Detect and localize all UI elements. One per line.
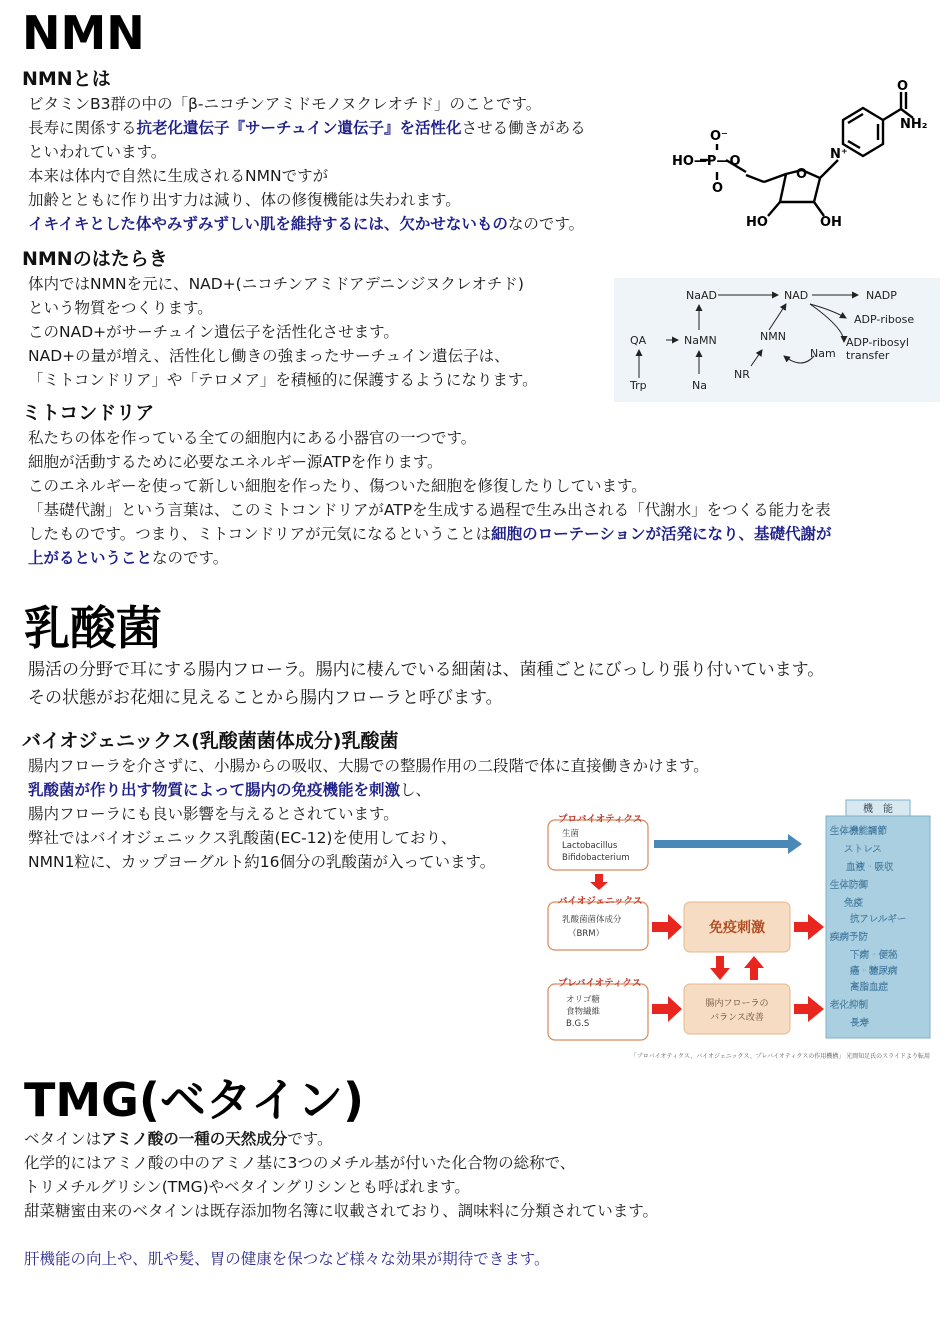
ho-p-label: HO—P—O	[672, 154, 741, 169]
highlight-text: 乳酸菌が作り出す物質によって腸内の免疫機能を刺激	[28, 781, 401, 799]
lactic-intro	[28, 656, 824, 712]
highlight-text: 細胞のローテーションが活発になり、基礎代謝が	[491, 525, 832, 543]
text-span: ベタインは	[24, 1130, 102, 1148]
biogenics-label: バイオジェニックス	[558, 896, 643, 907]
o-top-label: O	[897, 79, 909, 94]
prebiotics-item: オリゴ糖	[566, 995, 600, 1005]
tmg-benefit: 肝機能の向上や、肌や髪、胃の健康を保つなど様々な効果が期待できます。	[24, 1250, 550, 1268]
text-line: という物質をつくります。	[28, 299, 213, 317]
text-span: 長寿に関係する	[28, 119, 137, 137]
biotics-mechanism-diagram	[544, 798, 940, 1064]
function-item: 高脂血症	[850, 982, 889, 993]
function-item: 抗アレルギー	[850, 914, 907, 925]
text-line: 加齢とともに作り出す力は減り、体の修復機能は失われます。	[28, 191, 461, 209]
red-arrow-down	[590, 874, 608, 890]
text-line: 「ミトコンドリア」や「テロメア」を積極的に保護するようになります。	[28, 371, 538, 389]
tmg-title: TMG(ベタイン)	[24, 1073, 365, 1127]
pathway-namn: NaMN	[684, 334, 717, 347]
red-arrow-right	[652, 914, 682, 940]
text-line: NAD+の量が増え、活性化し働きの強まったサーチュイン遺伝子は、	[28, 347, 510, 365]
red-arrow-right	[794, 996, 824, 1022]
text-line	[28, 546, 832, 570]
function-item: 癌・糖尿病	[850, 966, 898, 977]
pathway-naad: NaAD	[686, 289, 717, 302]
pathway-trp: Trp	[630, 379, 647, 392]
pathway-nad: NAD	[784, 289, 809, 302]
text-line	[28, 116, 586, 140]
diagram-caption: 「プロバイオティクス、バイオジェニックス、プレバイオティクスの作用機構」 光岡知足氏のスライドより転用	[630, 1053, 930, 1060]
text-line: ビタミンB3群の中の「β-ニコチンアミドモノヌクレオチド」のことです。	[28, 95, 542, 113]
bold-text: アミノ酸の一種の天然成分	[101, 1130, 288, 1148]
text-line: といわれています。	[28, 143, 167, 161]
text-line: このエネルギーを使って新しい細胞を作ったり、傷ついた細胞を修復したりしています。	[28, 477, 647, 495]
nmn-what-heading: NMNとは	[22, 68, 111, 90]
probiotics-item: 生菌	[562, 829, 580, 839]
text-line: 「基礎代謝」という言葉は、このミトコンドリアがATPを生成する過程で生み出される「代謝水」をつくる能力を表	[28, 501, 831, 519]
highlight-text: 上がるということ	[28, 549, 153, 567]
probiotics-item: Bifidobacterium	[562, 853, 630, 863]
blue-arrow	[654, 834, 802, 854]
lactic-title: 乳酸菌	[24, 601, 162, 655]
probiotics-label: プロバイオティクス	[558, 814, 643, 825]
text-line: 腸内フローラにも良い影響を与えるとされています。	[28, 805, 399, 823]
nmn-work-heading: NMNのはたらき	[22, 248, 168, 270]
flora-label-1: 腸内フローラの	[705, 999, 769, 1009]
pathway-adp-ribose: ADP-ribose	[854, 313, 915, 326]
text-line: 弊社ではバイオジェニックス乳酸菌(EC-12)を使用しており、	[28, 829, 457, 847]
text-span: なのです。	[152, 549, 229, 567]
biogenics-item: 乳酸菌菌体成分	[562, 915, 622, 925]
text-line: 腸活の分野で耳にする腸内フローラ。腸内に棲んでいる細菌は、菌種ごとにびっしり張り付いています。	[28, 660, 825, 680]
text-line: その状態がお花畑に見えることから腸内フローラと呼びます。	[28, 688, 503, 708]
flora-label-2: バランス改善	[710, 1013, 764, 1023]
nad-pathway-diagram	[614, 278, 940, 402]
prebiotics-item: 食物繊維	[566, 1007, 601, 1017]
immune-label: 免疫刺激	[709, 920, 765, 936]
prebiotics-item: B.G.S	[566, 1019, 590, 1029]
red-arrow-right	[652, 996, 682, 1022]
pathway-transfer: transfer	[846, 349, 890, 362]
text-line	[24, 1127, 658, 1151]
pathway-qa: QA	[630, 334, 647, 347]
function-item: 生体機能調節	[830, 826, 888, 837]
biogenics-item: （BRM）	[568, 929, 605, 939]
text-line: 腸内フローラを介さずに、小腸からの吸収、大腸での整腸作用の二段階で体に直接働きかけます。	[28, 757, 709, 775]
function-item: 生体防御	[830, 880, 869, 891]
tmg-text	[24, 1127, 658, 1223]
text-span: し、	[400, 781, 432, 799]
nmn-title: NMN	[22, 6, 145, 60]
text-line: 本来は体内で自然に生成されるNMNですが	[28, 167, 329, 185]
highlight-text: 抗老化遺伝子『サーチュイン遺伝子』を活性化	[136, 119, 462, 137]
nh2-label: NH₂	[900, 117, 928, 132]
oh-label: OH	[820, 215, 842, 230]
function-item: 長寿	[850, 1018, 870, 1029]
biogenics-box	[548, 902, 648, 950]
red-arrow-up	[744, 956, 764, 980]
text-span: です。	[287, 1130, 333, 1148]
pathway-nam: Nam	[810, 347, 836, 360]
text-line	[28, 212, 586, 236]
o-minus-label: O⁻	[710, 129, 728, 144]
mito-heading: ミトコンドリア	[22, 402, 155, 424]
text-span: なのです。	[507, 215, 585, 233]
nmn-molecule-diagram	[668, 78, 930, 238]
text-line: 私たちの体を作っている全ての細胞内にある小器官の一つです。	[28, 429, 477, 447]
text-line	[28, 522, 832, 546]
n-plus-label: N⁺	[830, 147, 848, 162]
text-line: 甜菜糖蜜由来のベタインは既存添加物名簿に収載されており、調味料に分類されています。	[24, 1202, 658, 1220]
function-item: 疾病予防	[830, 932, 869, 943]
red-arrow-right	[794, 914, 824, 940]
text-span: したものです。つまり、ミトコンドリアが元気になるということは	[28, 525, 492, 543]
ho-label: HO	[746, 215, 768, 230]
text-line: このNAD+がサーチュイン遺伝子を活性化させます。	[28, 323, 399, 341]
text-span: させる働きがある	[461, 119, 586, 137]
nmn-what-text	[28, 92, 586, 236]
probiotics-item: Lactobacillus	[562, 841, 618, 851]
function-item: 血液・吸収	[846, 862, 894, 873]
text-line: 細胞が活動するために必要なエネルギー源ATPを作ります。	[28, 453, 443, 471]
function-item: 老化抑制	[830, 1000, 869, 1011]
text-line: 化学的にはアミノ酸の中のアミノ基に3つのメチル基が付いた化合物の総称で、	[24, 1154, 576, 1172]
nmn-work-text	[28, 272, 538, 392]
flora-box	[684, 984, 790, 1034]
function-item: 下痢・便秘	[850, 950, 898, 961]
text-line: NMN1粒に、カップヨーグルト約16個分の乳酸菌が入っています。	[28, 853, 496, 871]
biogenics-heading: バイオジェニックス(乳酸菌菌体成分)乳酸菌	[22, 730, 399, 752]
function-header: 機 能	[863, 804, 893, 815]
pathway-nr: NR	[734, 368, 750, 381]
function-item: ストレス	[844, 844, 882, 855]
p-o-label: O	[712, 181, 724, 196]
pathway-nmn: NMN	[760, 330, 786, 343]
text-line: トリメチルグリシン(TMG)やベタイングリシンとも呼ばれます。	[24, 1178, 470, 1196]
function-item: 免疫	[844, 898, 864, 909]
highlight-text: イキイキとした体やみずみずしい肌を維持するには、欠かせないもの	[28, 215, 508, 233]
pathway-na: Na	[692, 379, 707, 392]
pathway-adp-ribosyl: ADP-ribosyl	[846, 336, 909, 349]
pathway-nadp: NADP	[866, 289, 897, 302]
ring-o-label: O	[796, 167, 808, 182]
prebiotics-label: プレバイオティクス	[558, 978, 642, 989]
text-line: 体内ではNMNを元に、NAD+(ニコチンアミドアデニンジヌクレオチド)	[28, 275, 524, 293]
mito-text	[28, 426, 832, 570]
red-arrow-down	[710, 956, 730, 980]
